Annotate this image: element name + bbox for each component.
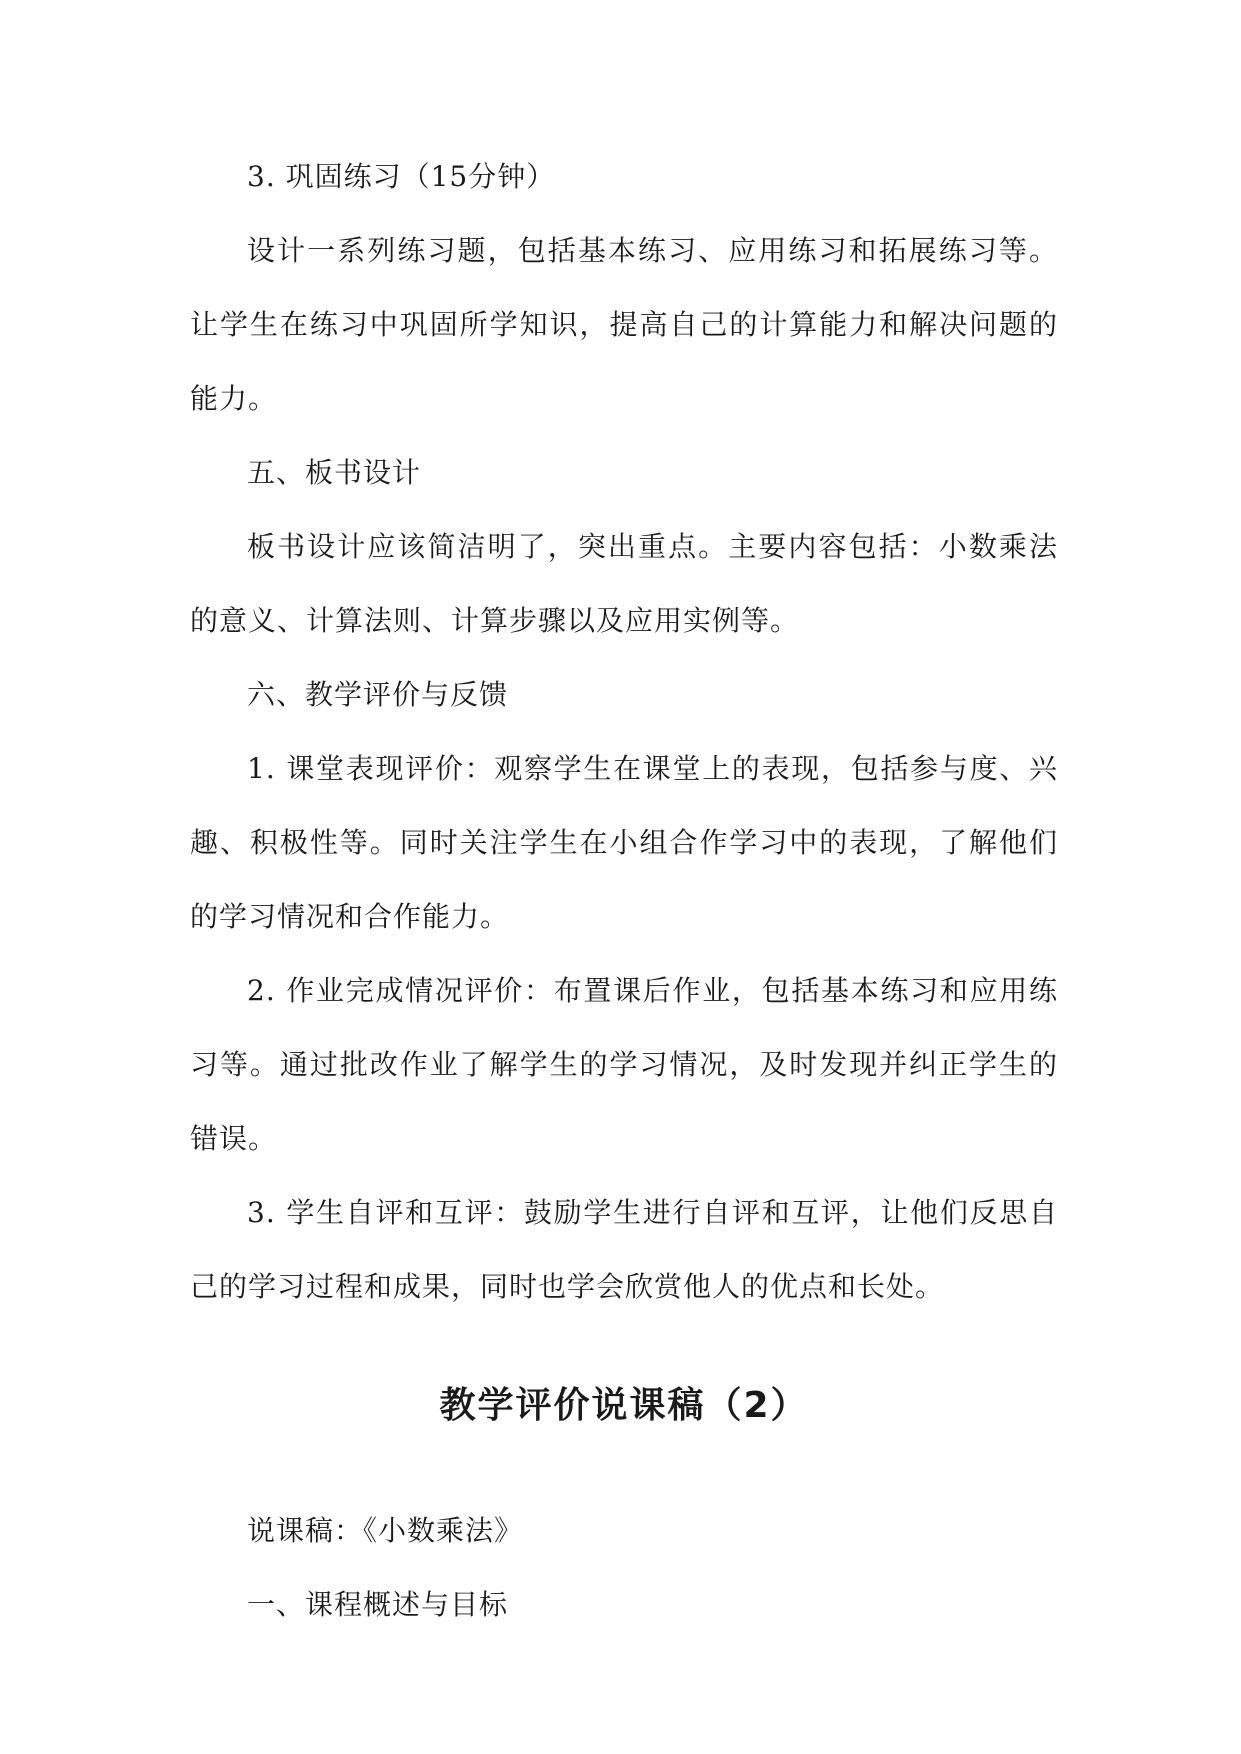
paragraph-self-peer-evaluation: 3. 学生自评和互评：鼓励学生进行自评和互评，让他们反思自己的学习过程和成果，同时也学会欣赏他人的优点和长处。 xyxy=(190,1196,1058,1303)
paragraph-consolidation-practice: 设计一系列练习题，包括基本练习、应用练习和拓展练习等。让学生在练习中巩固所学知识，提高自己的计算能力和解决问题的能力。 xyxy=(190,234,1058,415)
paragraph-homework-evaluation: 2. 作业完成情况评价：布置课后作业，包括基本练习和应用练习等。通过批改作业了解学生的学习情况，及时发现并纠正学生的错误。 xyxy=(190,974,1058,1155)
paragraph-classroom-evaluation: 1. 课堂表现评价：观察学生在课堂上的表现，包括参与度、兴趣、积极性等。同时关注学生在小组合作学习中的表现，了解他们的学习情况和合作能力。 xyxy=(190,752,1058,933)
item-heading-consolidation-practice: 3. 巩固练习（15分钟） xyxy=(247,160,556,193)
document-body xyxy=(190,140,1058,1642)
section-heading-evaluation-feedback: 六、教学评价与反馈 xyxy=(247,678,509,711)
section-heading-board-design: 五、板书设计 xyxy=(247,456,422,489)
paragraph-board-design: 板书设计应该简洁明了，突出重点。主要内容包括：小数乘法的意义、计算法则、计算步骤以及应用实例等。 xyxy=(190,530,1058,637)
section-heading-course-overview: 一、课程概述与目标 xyxy=(247,1588,509,1621)
document-title: 教学评价说课稿（2） xyxy=(439,1385,809,1426)
lesson-subtitle: 说课稿：《小数乘法》 xyxy=(247,1514,524,1547)
